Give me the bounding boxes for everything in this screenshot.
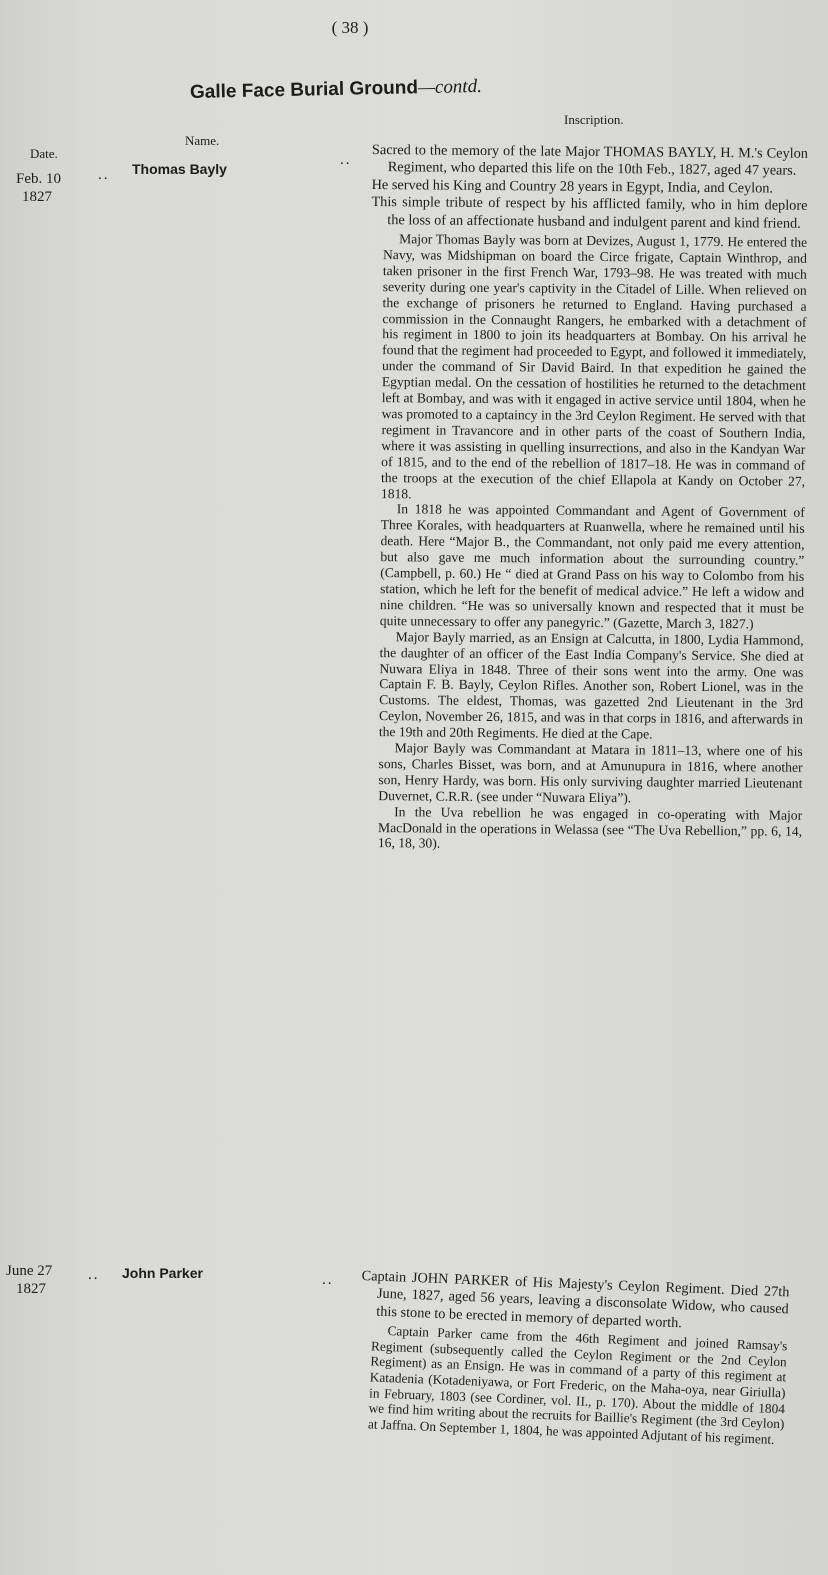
entry-name: John Parker — [122, 1265, 203, 1281]
note-paragraph: Captain Parker came from the 46th Regiment and joined Ramsay's Regiment (subsequently called the Ceylon Regiment or the 2nd Ceylon Regiment) as an Ensign. He was in command of a party of this regiment at Katadenia (Kotadeniyawa, or Fort Frederic, on the Maha-oya, near Giriulla) in February, 1803 (see Cordiner, vol. II., p. 170). About the middle of 1804 we find him writing about the recruits for Baillie's Regiment (the 3rd Ceylon) at Jaffna. On September 1, 1804, he was appointed Adjutant of his regiment. — [367, 1323, 788, 1447]
leader-dots: .. — [98, 167, 110, 183]
inscription-line: This simple tribute of respect by his afflicted family, who in him deplore the loss of an affectionate husband and indulgent parent and kind friend. — [371, 194, 808, 232]
entry-date — [6, 1262, 52, 1298]
inscription-line: Captain JOHN PARKER of His Majesty's Ceylon Regiment. Died 27th June, 1827, aged 56 years, leaving a disconsolate Widow, who caused this stone to be erected in memory of departed worth. — [361, 1268, 790, 1332]
note-paragraph: Major Bayly married, as an Ensign at Calcutta, in 1800, Lydia Hammond, the daughter of an officer of the East India Company's Service. She died at Nuwara Eliya in 1848. Three of their sons went into the army. One was Captain F. B. Bayly, Ceylon Rifles. Another son, Robert Lionel, was in the Customs. The eldest, Thomas, was gazetted 2nd Lieutenant in the 3rd Ceylon, November 26, 1815, and was in that corps in 1816, and afterwards in the 19th and 20th Regiments. He died at the Cape. — [378, 628, 804, 742]
date-year: 1827 — [16, 1281, 46, 1297]
note-paragraph: Major Thomas Bayly was born at Devizes, August 1, 1779. He entered the Navy, was Midshipman on board the Circe frigate, Captain Winthrop, and taken prisoner in the first French War, 1793–98. He was treated with much severity during one year's captivity in the Citadel of Lille. When relieved on the exchange of prisoners he returned to England. Having purchased a commission in the Connaught Rangers, he embarked with a detachment of his regiment in 1800 to join its headquarters at Bombay. On his arrival he found that the regiment had proceeded to Egypt, and followed it immediately, under the command of Sir David Baird. In that expedition he gained the Egyptian medal. On the cessation of hostilities he returned to the detachment left at Bombay, and was with it engaged in active service until 1804, when he was promoted to a captaincy in the 3rd Ceylon Regiment. He served with that regiment in Travancore and in other parts of the coast of Southern India, where it was assisting in quelling insurrections, and also in the Kandyan War of 1815, and to the end of the rebellion of 1817–18. He was in command of the troops at the execution of the chief Ellapola at Kandy on October 27, 1818. — [380, 231, 808, 501]
leader-dots: .. — [88, 1267, 100, 1283]
page-title — [190, 76, 482, 104]
notes-block — [366, 231, 807, 855]
leader-dots: .. — [340, 152, 352, 168]
date-day: June 27 — [6, 1263, 53, 1279]
date-year: 1827 — [22, 189, 52, 205]
inscription-line: He served his King and Country 28 years in Egypt, India, and Ceylon. — [371, 176, 774, 197]
notes-block — [356, 1322, 788, 1448]
inscription-block — [356, 1268, 790, 1448]
title-suffix: —contd. — [417, 75, 483, 99]
note-paragraph: In the Uva rebellion he was engaged in co-operating with Major MacDonald in the operations in Welassa (see “The Uva Rebellion,” pp. 6, 14, 16, 18, 30). — [377, 803, 803, 852]
inscription-block — [366, 142, 808, 855]
note-paragraph: Major Bayly was Commandant at Matara in 1811–13, where one of his sons, Charles Bisset, was born, and at Amunupura in 1816, where another son, Henry Hardy, was born. His only surviving daughter married Lieutenant Duvernet, C.R.R. (see under “Nuwara Eliya”). — [378, 740, 803, 806]
leader-dots: .. — [322, 1272, 334, 1288]
entry-name: Thomas Bayly — [132, 161, 227, 177]
page-number: ( 38 ) — [331, 18, 369, 37]
date-day: Feb. 10 — [16, 171, 61, 187]
date-column-header: Date. — [30, 146, 58, 161]
name-column-header: Name. — [185, 133, 220, 148]
entry-date — [16, 170, 61, 206]
title-main: Galle Face Burial Ground — [189, 77, 419, 103]
inscription-column-header: Inscription. — [564, 112, 624, 127]
inscription-line: Sacred to the memory of the late Major THOMAS BAYLY, H. M.'s Ceylon Regiment, who departed this life on the 10th Feb., 1827, aged 47 years. — [371, 142, 808, 180]
note-paragraph: In 1818 he was appointed Commandant and Agent of Government of Three Korales, with headquarters at Ruanwella, where he remained until his death. Here “Major B., the Commandant, not only paid me every attention, but also gave me much information about the surrounding country.” (Campbell, p. 60.) He “ died at Grand Pass on his way to Colombo from his station, which he left for the benefit of medical advice.” He left a widow and nine children. “He was so universally known and respected that it must be quite unnecessary to offer any panegyric.” (Gazette, March 3, 1827.) — [379, 501, 805, 632]
